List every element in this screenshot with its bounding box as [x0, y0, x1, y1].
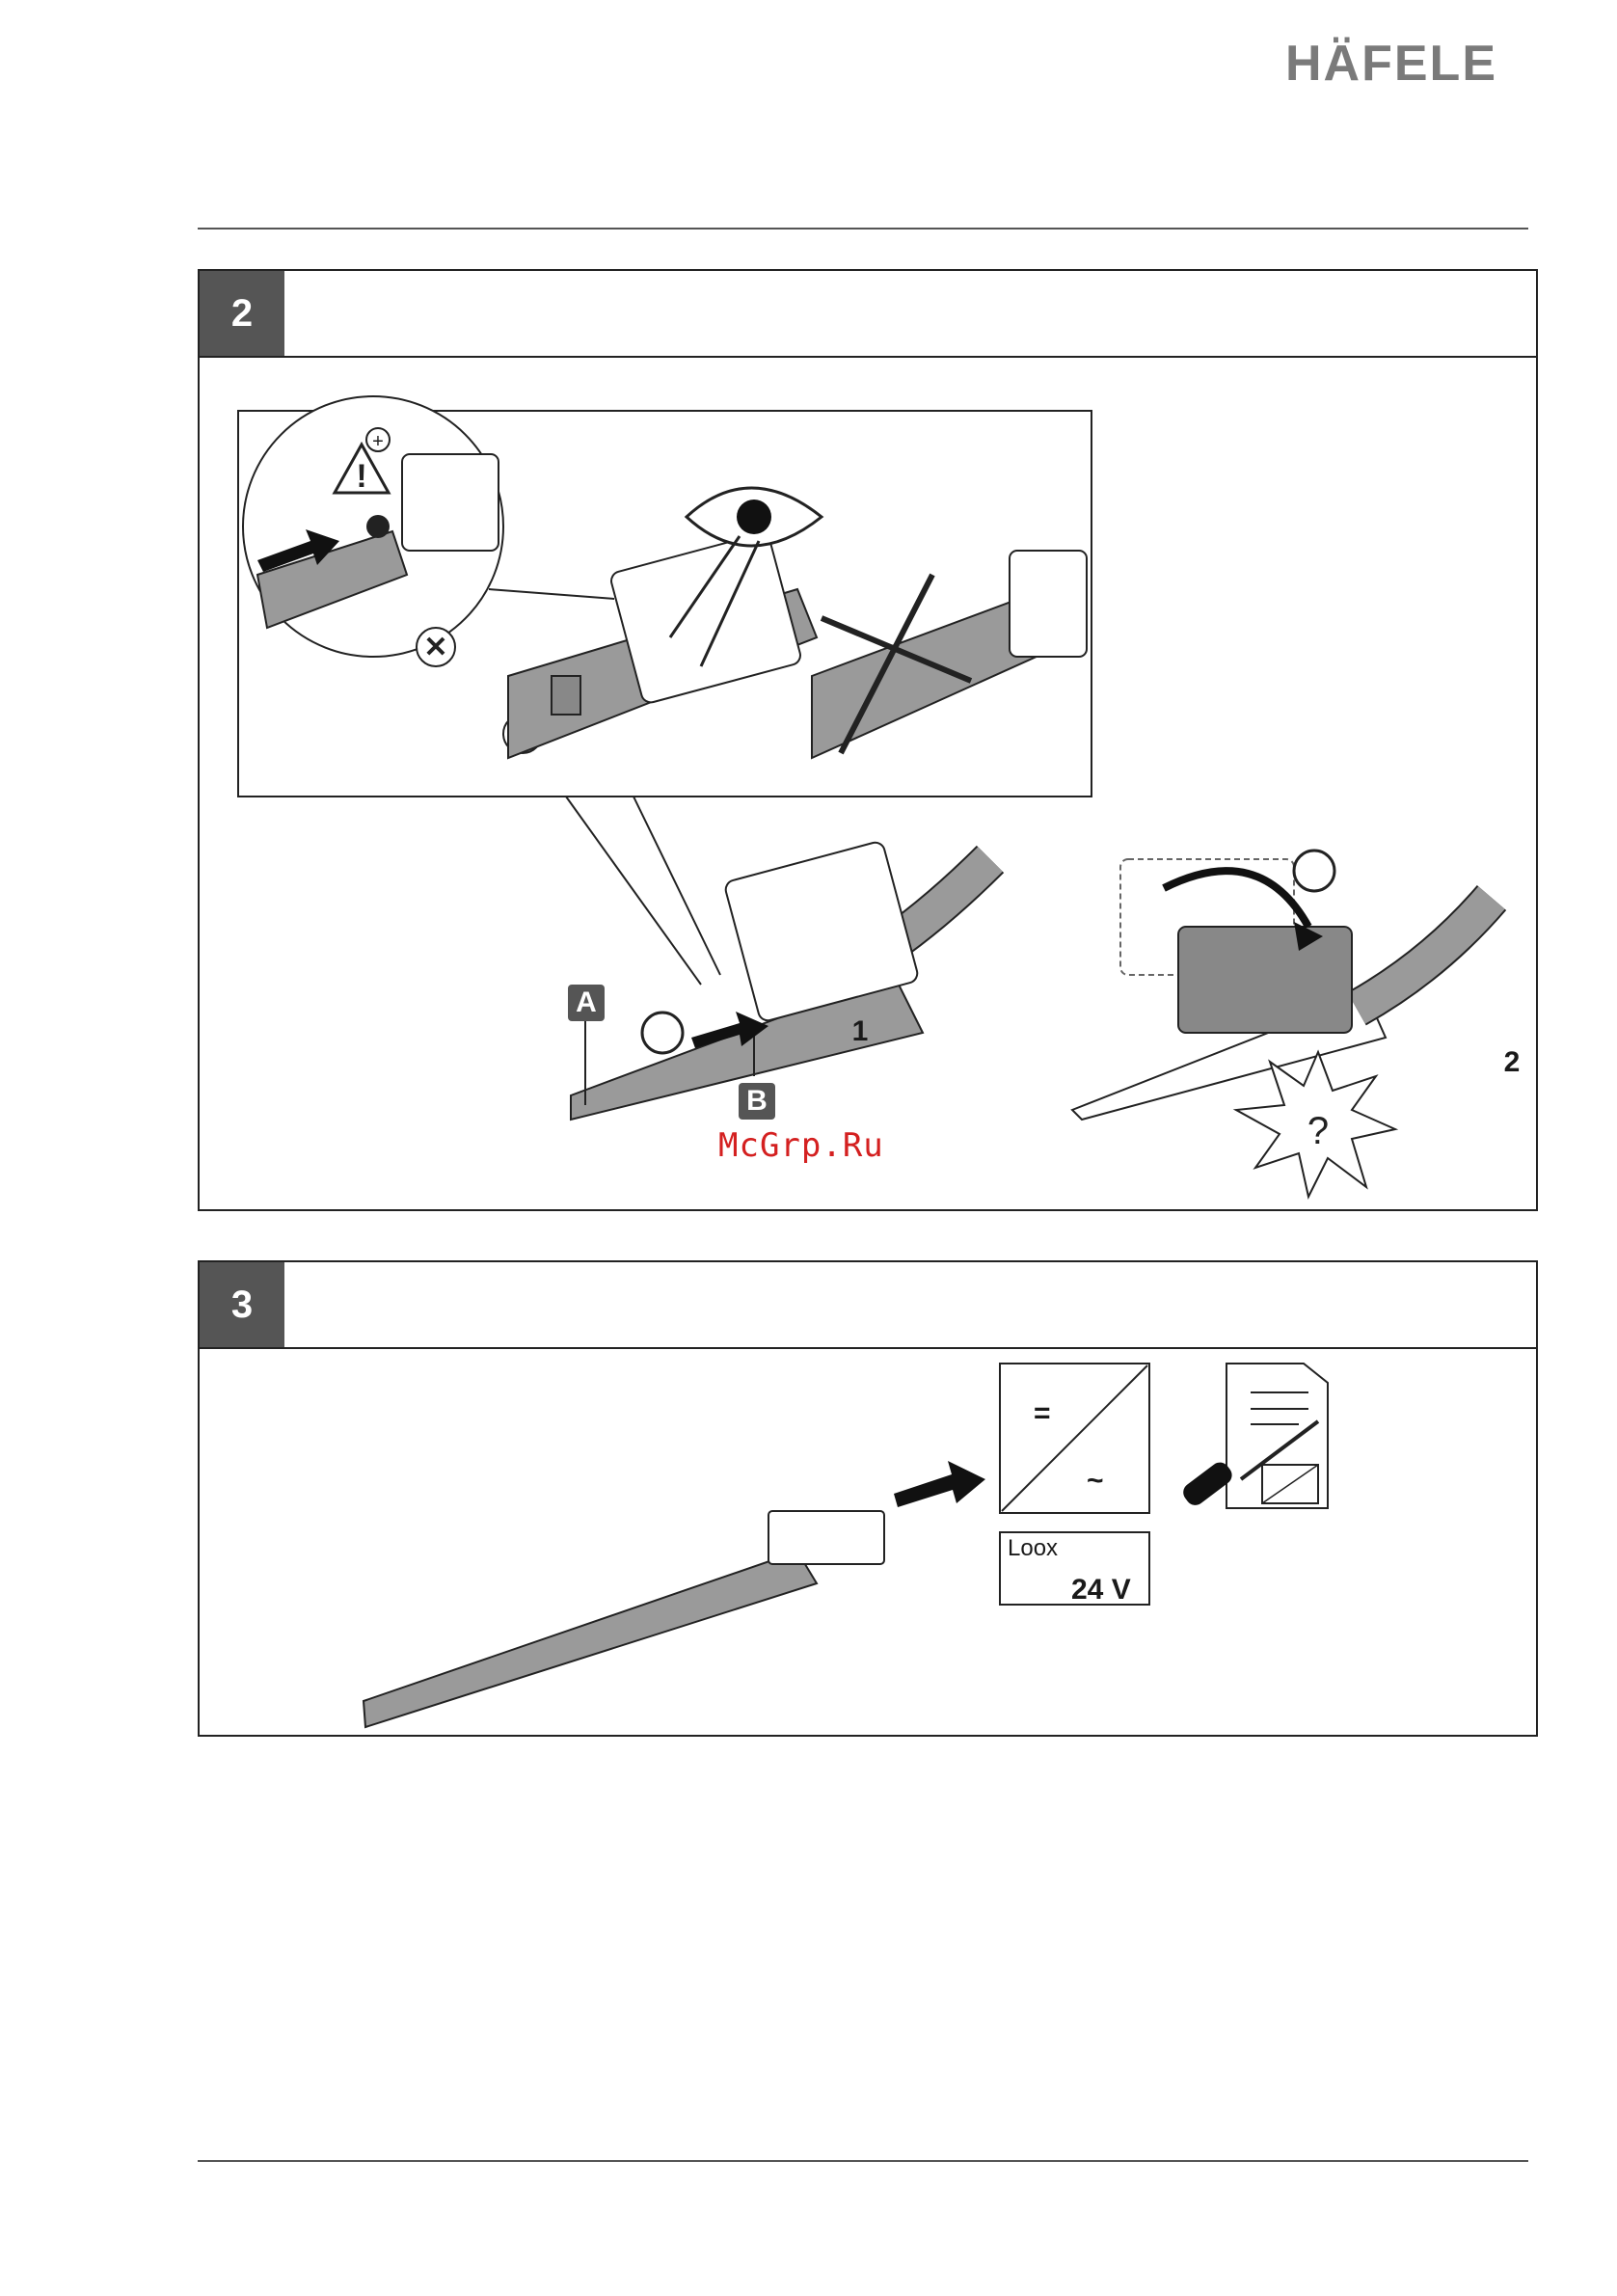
- step-2-illustration: [200, 358, 1536, 1206]
- step-3-number: 3: [200, 1262, 284, 1347]
- step-2-number: 2: [200, 271, 284, 356]
- svg-text:+: +: [372, 431, 384, 452]
- supply-dc-symbol: =: [1034, 1397, 1051, 1429]
- label-b: B: [739, 1083, 775, 1120]
- callout-two: 2: [1503, 1046, 1521, 1078]
- document-icon: [1226, 1364, 1328, 1508]
- svg-text:?: ?: [1307, 1110, 1330, 1152]
- watermark: McGrp.Ru: [718, 1126, 884, 1165]
- header-divider: [198, 228, 1528, 230]
- step-3-header: [200, 1262, 1536, 1349]
- step-2-header: [200, 271, 1536, 358]
- supply-voltage: 24 V: [1071, 1574, 1131, 1606]
- hearing-click-icon: [1236, 1052, 1395, 1197]
- step-3-illustration: [200, 1349, 1536, 1733]
- supply-ac-symbol: ~: [1087, 1465, 1104, 1497]
- label-a: A: [568, 985, 605, 1021]
- step-2-panel: [198, 269, 1538, 1211]
- supply-brand: Loox: [1008, 1535, 1059, 1561]
- arrow-icon: [894, 1461, 985, 1507]
- svg-text:!: !: [356, 458, 367, 495]
- brand-logo: HÄFELE: [1285, 36, 1497, 92]
- eye-icon: [687, 488, 822, 546]
- step-3-panel: [198, 1260, 1538, 1737]
- svg-text:✕: ✕: [423, 632, 448, 663]
- callout-one: 1: [851, 1015, 869, 1047]
- footer-divider: [198, 2160, 1528, 2162]
